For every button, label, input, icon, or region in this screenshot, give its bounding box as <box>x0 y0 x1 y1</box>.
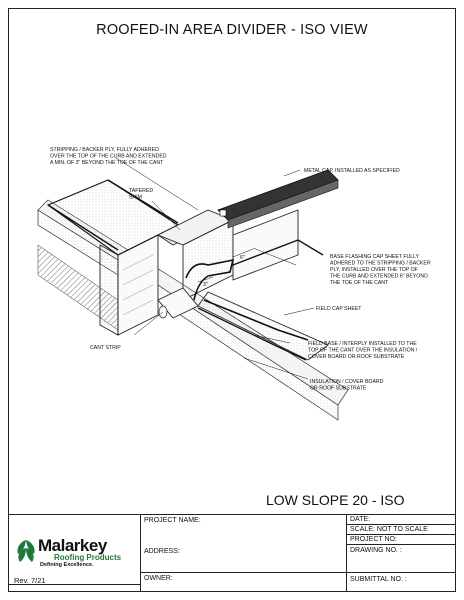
callout-insulation: INSULATION / COVER BOARD OR ROOF SUBSTRATE <box>310 379 384 392</box>
date-label: DATE: <box>350 516 371 523</box>
iso-detail-drawing <box>8 60 456 480</box>
dim-3-inch: 3" <box>203 282 208 288</box>
callout-metal-cap: METAL CAP, INSTALLED AS SPECIFIED <box>304 168 400 174</box>
title-block-top-rule <box>8 514 456 515</box>
revision-label: Rev. 7/21 <box>14 576 46 585</box>
leaf-icon <box>14 538 38 564</box>
project-no-label: PROJECT NO: <box>350 536 397 543</box>
iso-detail-svg <box>8 60 456 480</box>
drawing-no-label: DRAWING NO. : <box>350 547 402 554</box>
dim-6-inch: 6" <box>240 255 245 261</box>
metal-cap <box>218 170 338 220</box>
callout-tapered-shim: TAPERED SHIM <box>129 188 154 201</box>
callout-field-cap: FIELD CAP SHEET <box>316 306 362 312</box>
drawing-title: ROOFED-IN AREA DIVIDER - ISO VIEW <box>96 22 368 38</box>
callout-base-flashing: BASE FLASHING CAP SHEET FULLY ADHERED TO THE STRIPPING / BACKER PLY, INSTALLED OVER THE TOP OF THE CURB AND EXTENDED 6" BEYOND THE TOE OF THE CANT <box>330 254 431 286</box>
address-label: ADDRESS: <box>144 548 180 555</box>
title-block-divider-right <box>346 514 347 592</box>
logo-tagline: Defining Excellence. <box>40 562 94 568</box>
submittal-no-label: SUBMITTAL NO. : <box>350 576 407 583</box>
owner-label: OWNER: <box>144 575 173 582</box>
logo-brand: Malarkey <box>38 536 107 555</box>
callout-cant-strip: CANT STRIP <box>90 345 121 351</box>
project-name-label: PROJECT NAME: <box>144 517 201 524</box>
logo-subtitle: Roofing Products <box>54 553 122 562</box>
scale-label: SCALE: NOT TO SCALE <box>350 526 428 533</box>
callout-field-base: FIELD BASE / INTERPLY INSTALLED TO THE TOP OF THE CANT OVER THE INSULATION / COVER BOARD OR ROOF SUBSTRATE <box>308 341 418 360</box>
detail-name: LOW SLOPE 20 - ISO <box>266 492 405 508</box>
curb-block-face <box>100 245 118 335</box>
malarkey-logo <box>14 534 140 574</box>
title-block-divider-left <box>140 514 141 592</box>
callout-stripping: STRIPPING / BACKER PLY, FULLY ADHERED OVER THE TOP OF THE CURB AND EXTENDED A MIN. OF 3" BEYOND THE TOE OF THE CANT <box>50 147 167 166</box>
